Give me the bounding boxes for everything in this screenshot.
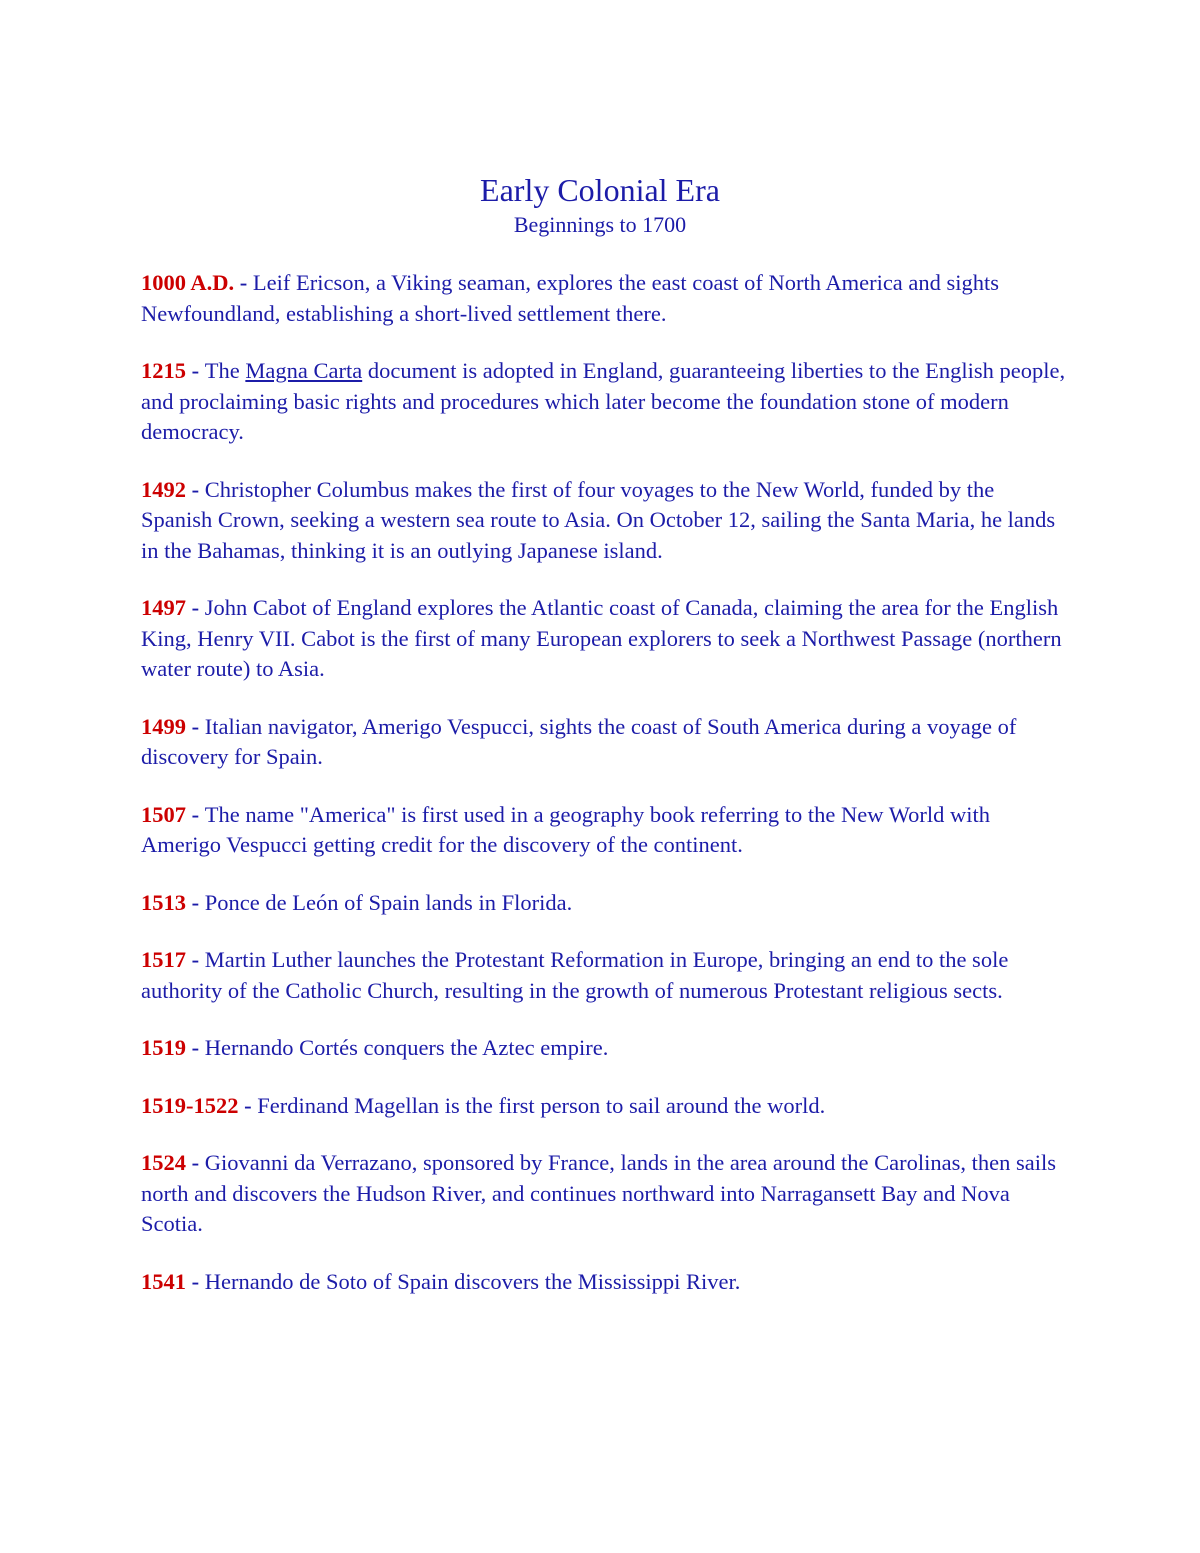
entry-year: 1000 A.D.: [141, 270, 235, 295]
entry-text: The name "America" is first used in a geography book referring to the New World with Amerigo Vespucci getting credit for the discovery of the continent.: [141, 801, 991, 857]
page-title: Early Colonial Era: [480, 172, 720, 208]
entry-separator: -: [186, 1268, 205, 1294]
entry-text: Christopher Columbus makes the first of four voyages to the New World, funded by the Spanish Crown, seeking a western sea route to Asia. On October 12, sailing the Santa Maria, he lands in the Bahamas, thinking it is an outlying Japanese island.: [141, 476, 1056, 563]
timeline-entry-1000: [141, 268, 1071, 329]
entry-text: Hernando de Soto of Spain discovers the Mississippi River.: [204, 1268, 741, 1294]
timeline-entry-1517: [141, 945, 1071, 1006]
entry-separator: -: [238, 1092, 258, 1118]
entry-year: 1215: [141, 358, 186, 383]
timeline-entry-1215: [141, 356, 1071, 448]
entry-year: 1499: [141, 713, 186, 739]
timeline-entry-1492: [141, 475, 1071, 567]
entry-year: 1513: [141, 889, 186, 915]
timeline-entry-1519-1522: [141, 1091, 1071, 1122]
entry-text-prefix: The: [204, 358, 246, 383]
entry-separator: -: [186, 358, 205, 383]
entry-year: 1517: [141, 947, 186, 972]
entry-text: document is adopted in England, guaranteeing liberties to the English people, and proclaiming basic rights and procedures which later become the foundation stone of modern democracy.: [141, 358, 1066, 444]
entry-separator: -: [186, 713, 205, 739]
entry-text: Italian navigator, Amerigo Vespucci, sights the coast of South America during a voyage of discovery for Spain.: [141, 713, 1017, 769]
entry-text: Hernando Cortés conquers the Aztec empire.: [204, 1035, 609, 1060]
entry-text: Ferdinand Magellan is the first person to sail around the world.: [257, 1092, 826, 1118]
entry-text: Leif Ericson, a Viking seaman, explores the east coast of North America and sights Newfoundland, establishing a short-lived settlement there.: [141, 270, 1000, 326]
magna-carta-link[interactable]: Magna Carta: [245, 358, 363, 383]
entry-text: John Cabot of England explores the Atlantic coast of Canada, claiming the area for the English King, Henry VII. Cabot is the first of many European explorers to seek a Northwest Passage (northern water route) to Asia.: [141, 595, 1062, 681]
entry-year: 1524: [141, 1150, 186, 1175]
timeline-entry-1541: [141, 1267, 1071, 1298]
entry-separator: -: [186, 1035, 205, 1060]
entry-year: 1519: [141, 1035, 186, 1060]
entry-year: 1492: [141, 476, 186, 502]
entry-text: Martin Luther launches the Protestant Reformation in Europe, bringing an end to the sole authority of the Catholic Church, resulting in the growth of numerous Protestant religious sects.: [141, 947, 1009, 1003]
timeline-entry-1513: [141, 888, 1071, 919]
timeline-entry-1499: [141, 712, 1071, 773]
entry-separator: -: [186, 947, 205, 972]
entry-text: Giovanni da Verrazano, sponsored by France, lands in the area around the Carolinas, then sails north and discovers the Hudson River, and continues northward into Narragansett Bay and Nova Scotia.: [141, 1150, 1056, 1236]
entry-separator: -: [234, 270, 253, 295]
entry-text: Ponce de León of Spain lands in Florida.: [204, 889, 573, 915]
entry-year: 1507: [141, 801, 186, 827]
page-subtitle: Beginnings to 1700: [513, 212, 687, 237]
timeline-entry-1524: [141, 1148, 1071, 1240]
entry-separator: -: [186, 1150, 205, 1175]
entry-separator: -: [186, 595, 205, 620]
entry-separator: -: [186, 476, 205, 502]
timeline-entry-1519: [141, 1033, 1071, 1064]
entry-separator: -: [186, 801, 205, 827]
entry-year: 1519-1522: [141, 1092, 239, 1118]
timeline-entry-1497: [141, 593, 1071, 685]
timeline-list: [141, 268, 1071, 1324]
entry-year: 1497: [141, 595, 186, 620]
timeline-entry-1507: [141, 800, 1071, 861]
entry-year: 1541: [141, 1268, 186, 1294]
entry-separator: -: [186, 889, 205, 915]
